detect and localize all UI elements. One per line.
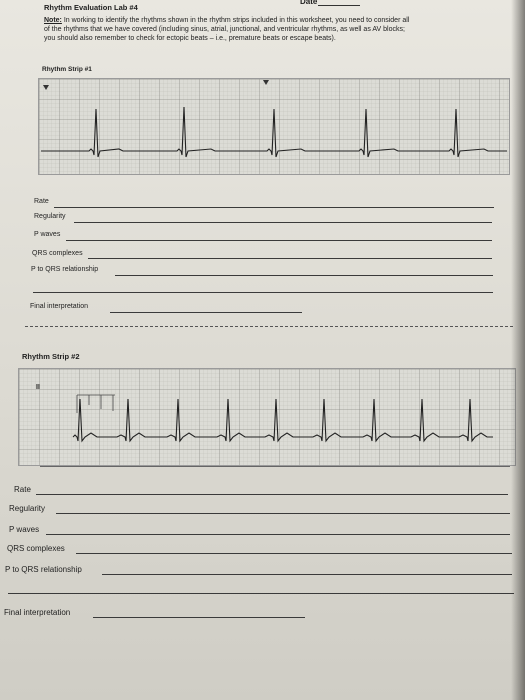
strip-2-regularity-label: Regularity	[9, 504, 46, 513]
strip-2-pwaves-label: P waves	[9, 525, 40, 534]
strip-1-regularity-label: Regularity	[34, 213, 66, 220]
rhythm-strip-1	[38, 78, 510, 175]
strip-1-pqrs-label: P to QRS relationship	[31, 266, 99, 273]
strip-2-final-line[interactable]	[93, 617, 305, 618]
strip-1-label: Rhythm Strip #1	[42, 66, 92, 73]
strip-2-final-label: Final interpretation	[4, 608, 71, 617]
worksheet-title: Rhythm Evaluation Lab #4	[44, 3, 138, 12]
strip-1-final-line[interactable]	[110, 312, 302, 313]
date-label: Date	[300, 0, 318, 6]
date-field-line[interactable]	[318, 5, 360, 6]
strip-1-rate-label: Rate	[34, 198, 49, 205]
note-label: Note:	[44, 17, 62, 24]
strip-1-qrs-label: QRS complexes	[32, 250, 83, 257]
strip-1-pwaves-label: P waves	[34, 231, 61, 238]
strip-2-lead-label: II	[36, 384, 40, 391]
strip-2-pqrs-label: P to QRS relationship	[5, 565, 82, 574]
strip-1-rate-line[interactable]	[54, 207, 494, 208]
strip-1-final-line-2[interactable]	[25, 326, 513, 327]
rhythm-strip-1-trace	[39, 79, 509, 174]
note-line-3: you should also remember to check for ectopic beats – i.e., premature beats or escape beats).	[44, 35, 336, 42]
strip-2-rate-line[interactable]	[36, 494, 508, 495]
strip-2-pqrs-line[interactable]	[102, 574, 512, 575]
note-text-1: In working to identify the rhythms shown in the rhythm strips included in this worksheet, you need to consider all	[63, 17, 410, 24]
strip-1-regularity-line[interactable]	[74, 222, 492, 223]
strip-2-qrs-line[interactable]	[76, 553, 512, 554]
strip-1-final-label: Final interpretation	[30, 303, 88, 310]
note-line-2: of the rhythms that we have covered (including sinus, atrial, junctional, and ventricular rhythms, as well as AV blocks;	[44, 26, 405, 33]
strip-2-pwaves-line[interactable]	[46, 534, 510, 535]
strip-2-pqrs-line-2[interactable]	[8, 593, 514, 594]
strip-1-qrs-line[interactable]	[88, 258, 492, 259]
strip-1-pwaves-line[interactable]	[66, 240, 492, 241]
strip-1-pqrs-line[interactable]	[115, 275, 493, 276]
note-line-1	[44, 17, 409, 24]
strip-2-regularity-line[interactable]	[56, 513, 510, 514]
strip-2-label: Rhythm Strip #2	[22, 352, 80, 361]
strip-2-qrs-label: QRS complexes	[7, 544, 65, 553]
rhythm-strip-2	[18, 368, 516, 466]
strip-1-pqrs-line-2[interactable]	[33, 292, 493, 293]
strip-2-rate-label: Rate	[14, 485, 31, 494]
page-edge-shadow	[511, 0, 525, 700]
strip-2-baseline-marks	[40, 466, 510, 467]
rhythm-strip-2-trace	[19, 369, 515, 465]
